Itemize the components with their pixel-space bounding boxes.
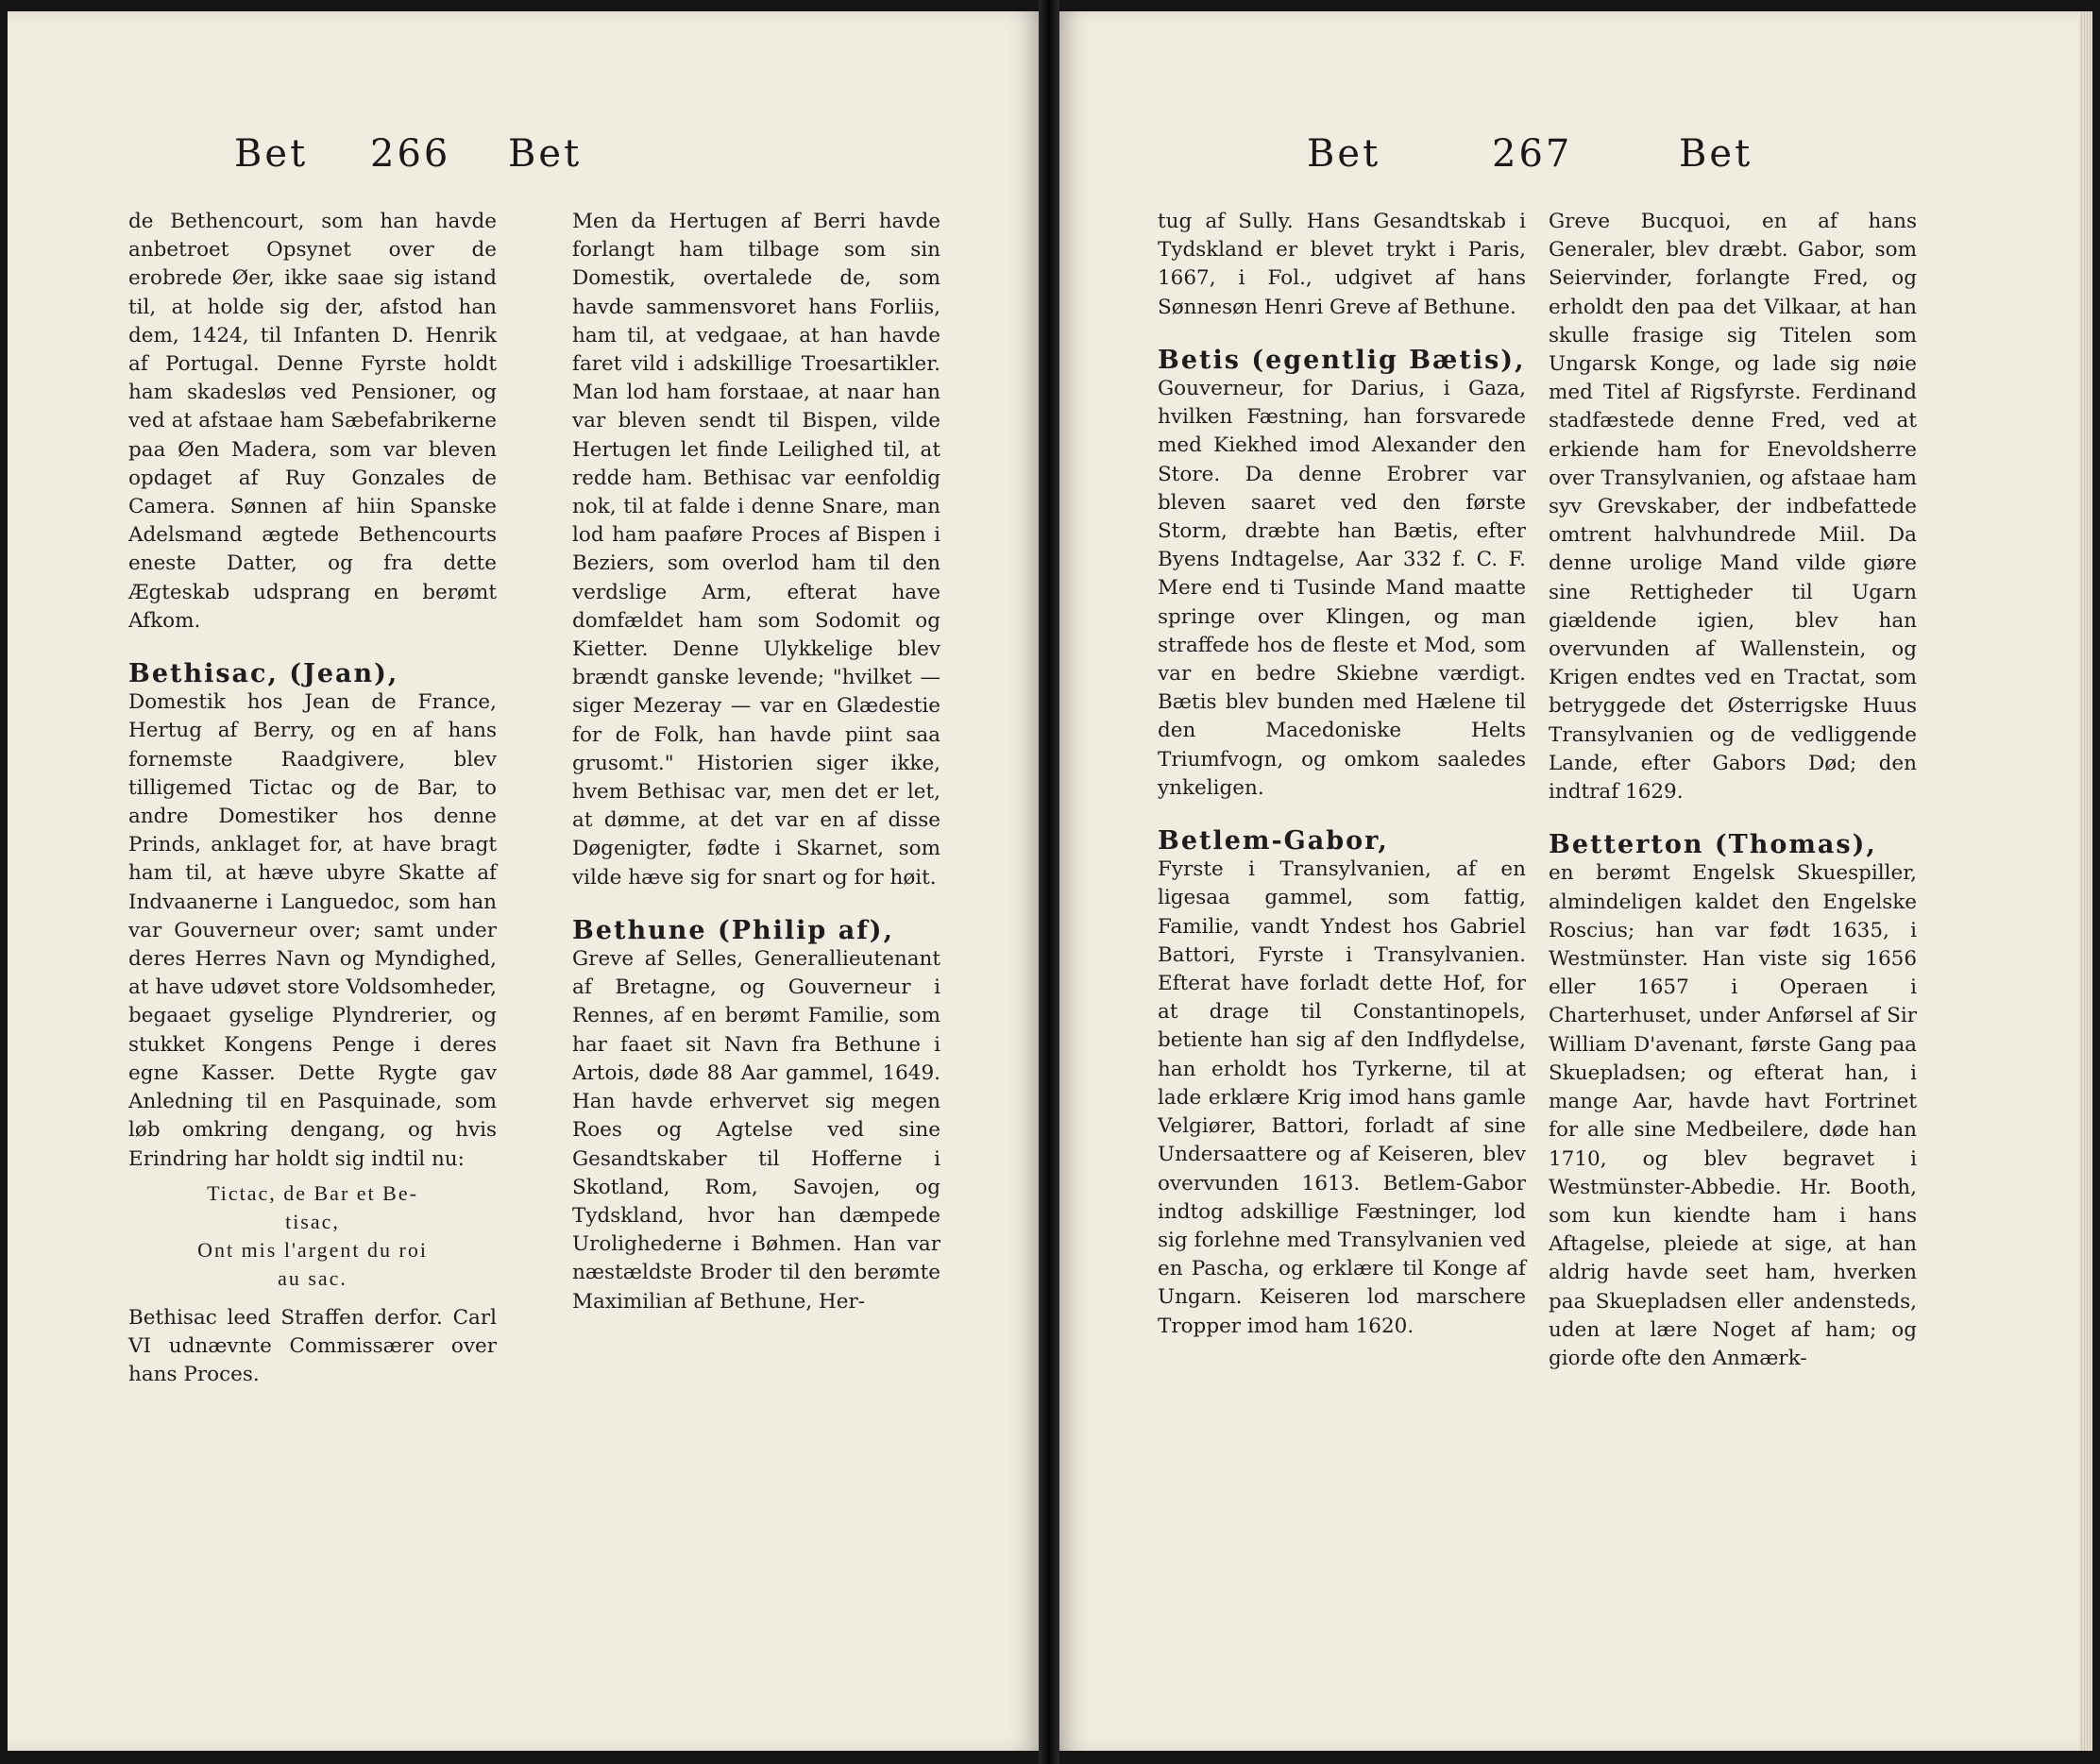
text-column-2 [572,208,940,1316]
entry-heading-betterton: Betterton (Thomas), [1549,830,1877,860]
entry-continuation: Men da Hertugen af Berri havde forlangt ham tilbage som sin Domestik, overtalede de, som havde sammensvoret hans Forliis, ham til, at vedgaae, at han havde faret vild i adskillige Troesartikler. Man lod ham forstaae, at naar han var bleven sendt til Bispen, vilde Hertugen let finde Leilighed til, at redde ham. Bethisac var eenfoldig nok, til at falde i denne Snare, man lod ham paaføre Proces af Bispen i Beziers, som overlod ham til den verdslige Arm, efterat have domfældet ham som Sodomit og Kietter. Denne Ulykkelige blev brændt ganske levende; "hvilket — siger Mezeray — var en Glædestie for de Folk, han havde piint saa grusomt." Historien siger ikke, hvem Bethisac var, men det er let, at dømme, at det var en af disse Døgenigter, fødte i Skarnet, som vilde hæve sig for snart og for høit. [572,210,940,890]
right-page [1059,11,2092,1751]
entry-body-after-verse: Bethisac leed Straffen derfor. Carl VI udnævnte Commissærer over hans Proces. [128,1305,497,1387]
verse-line: Tictac, de Bar et Be- [207,1180,418,1205]
verse-line: Ont mis l'argent du roi [197,1237,428,1262]
entry-continuation: tug af Sully. Hans Gesandtskab i Tydskland er blevet trykt i Paris, 1667, i Fol., udgivet af hans Sønnesøn Henri Greve af Bethune. [1158,210,1526,319]
entry-heading-bethisac: Bethisac, (Jean), [128,659,399,689]
book-gutter [1039,0,1059,1764]
entry-heading-betis: Betis (egentlig Bætis), [1158,345,1526,375]
entry-body-betis: Gouverneur, for Darius, i Gaza, hvilken Fæstning, han forsvarede med Kiekhed imod Alexander den Store. Da denne Erobrer var bleven saaret ved den første Storm, dræbte han Bætis, efter Byens Indtagelse, Aar 332 f. C. F. Mere end ti Tusinde Mand maatte springe over Klingen, og man straffede hos de fleste et Mod, som var en bedre Skiebne værdigt. Bætis blev bunden med Hælene til den Macedoniske Helts Triumfvogn, og omkom saaledes ynkeligen. [1158,377,1526,800]
header-left-word: Bet [1307,132,1381,176]
page-number: 267 [1492,132,1573,176]
left-page [8,11,1039,1751]
text-column-2 [1549,208,1917,1373]
running-header [8,132,1039,185]
entry-body-betlem-gabor: Fyrste i Transylvanien, af en ligesaa gammel, som fattig, Familie, vandt Yndest hos Gabriel Battori, Fyrste i Transylvanien. Efterat have forladt dette Hof, for at drage til Constantinopels, betiente han sig af den Indflydelse, han erholdt hos Tyrkerne, til at lade erklære Krig imod hans gamle Velgiører, Battori, forladt af sine Undersaattere og af Keiseren, blev overvunden 1613. Betlem-Gabor indtog adskillige Fæstninger, lod sig forlehne med Transylvanien ved en Pascha, og erklære til Konge af Ungarn. Keiseren lod marschere Tropper imod ham 1620. [1158,857,1526,1338]
text-column-1 [128,208,497,1389]
header-right-word: Bet [1679,132,1753,176]
page-number: 266 [370,132,451,176]
entry-continuation: Greve Bucquoi, en af hans Generaler, blev dræbt. Gabor, som Seiervinder, forlangte Fred, og erholdt den paa det Vilkaar, at han skulle frasige sig Titelen som Ungarsk Konge, og lade sig nøie med Titel af Rigsfyrste. Ferdinand stadfæstede denne Fred, ved at erkiende ham for Enevoldsherre over Transylvanien, og afstaae ham syv Grevskaber, der indbefattede omtrent halvhundrede Miil. Da denne urolige Mand vilde giøre sine Rettigheder til Ugarn giældende igien, blev han overvunden af Wallenstein, og Krigen endtes ved en Tractat, som betryggede det Østerrigske Huus Transylvanien og de vedliggende Lande, efter Gabors Død; den indtraf 1629. [1549,210,1917,805]
quoted-verse [128,1179,497,1293]
entry-heading-betlem-gabor: Betlem-Gabor, [1158,826,1389,857]
header-right-word: Bet [508,132,583,176]
entry-continuation: de Bethencourt, som han havde anbetroet Opsynet over de erobrede Øer, ikke saae sig istand til, at holde sig der, afstod han dem, 1424, til Infanten D. Henrik af Portugal. Denne Fyrste holdt ham skadesløs ved Pensioner, og ved at afstaae ham Sæbefabrikerne paa Øen Madera, som var bleven opdaget af Ruy Gonzales de Camera. Sønnen af hiin Spanske Adelsmand ægtede Bethencourts eneste Datter, og fra dette Ægteskab udsprang en berømt Afkom. [128,210,497,633]
entry-body-betterton: en berømt Engelsk Skuespiller, almindeligen kaldet den Engelske Roscius; han var født 1635, i Westmünster. Han viste sig 1656 eller 1657 i Operaen i Charterhuset, under Anførsel af Sir William D'avenant, første Gang paa Skuepladsen; og efterat han, i mange Aar, havde havt Fortrinet for alle sine Medbeilere, døde han 1710, og blev begravet i Westmünster-Abbedie. Hr. Booth, som kun kiendte ham i hans Aftagelse, pleiede at sige, at han aldrig havde seet ham, hverken paa Skuepladsen eller andensteds, uden at lære Noget af ham; og giorde ofte den Anmærk- [1549,861,1917,1370]
verse-line: tisac, [285,1209,340,1233]
header-left-word: Bet [234,132,309,176]
entry-body-bethisac: Domestik hos Jean de France, Hertug af Berry, og en af hans fornemste Raadgivere, blev tilligemed Tictac og de Bar, to andre Domestiker hos denne Prinds, anklaget for, at have bragt ham til, at hæve ubyre Skatte af Indvaanerne i Languedoc, som han var Gouverneur over; samt under deres Herres Navn og Myndighed, at have udøvet store Voldsomheder, begaaet gyselige Plyndrerier, og stukket Kongens Penge i deres egne Kasser. Dette Rygte gav Anledning til en Pasquinade, som løb omkring dengang, og hvis Erindring har holdt sig indtil nu: [128,690,497,1171]
entry-body-bethune: Greve af Selles, Generallieutenant af Bretagne, og Gouverneur i Rennes, af en berømt Familie, som har faaet sit Navn fra Bethune i Artois, døde 88 Aar gammel, 1649. Han havde erhvervet sig megen Roes og Agtelse ved sine Gesandtskaber til Hofferne i Skotland, Rom, Savojen, og Tydskland, hvor han dæmpede Urolighederne i Bøhmen. Han var næstældste Broder til den berømte Maximilian af Bethune, Her- [572,947,940,1314]
verse-line: au sac. [278,1265,347,1290]
running-header [1059,132,2092,185]
text-column-1 [1158,208,1526,1341]
entry-heading-bethune: Bethune (Philip af), [572,915,894,945]
